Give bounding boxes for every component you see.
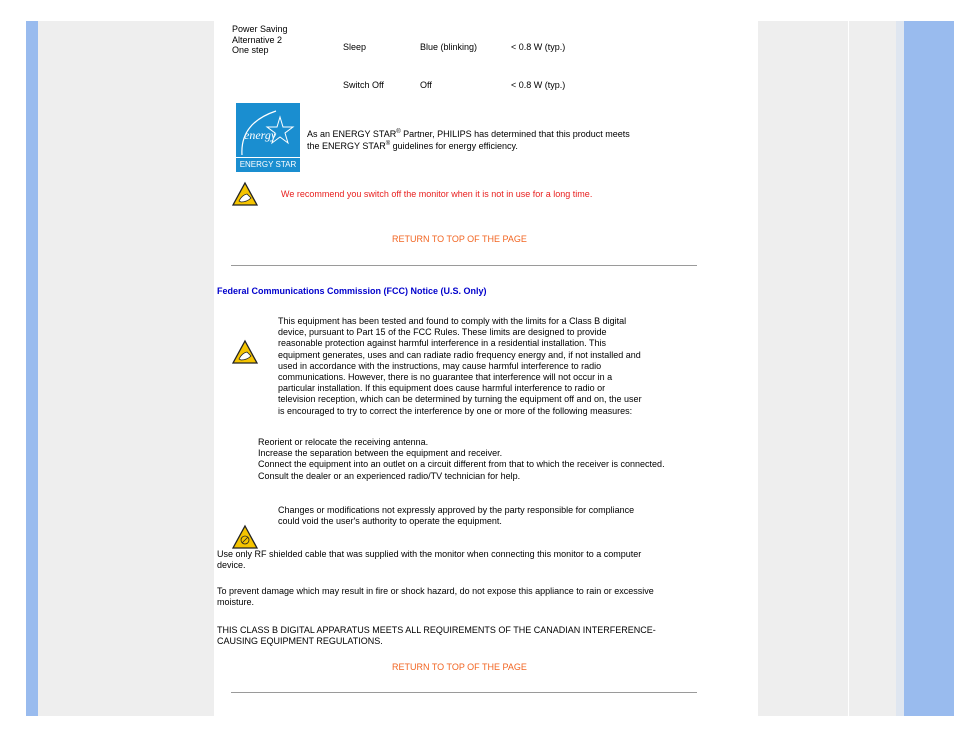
list-item: Reorient or relocate the receiving antenna. — [258, 437, 429, 447]
power-mode-label-2: Alternative 2 — [232, 35, 283, 45]
energy-star-logo — [236, 103, 300, 172]
fire-hazard-line: moisture. — [217, 597, 255, 608]
fcc-paragraph-line: reasonable protection against harmful interference in a residential installation. This — [278, 338, 607, 349]
canada-notice-line: CAUSING EQUIPMENT REGULATIONS. — [217, 636, 383, 647]
table-cell-power: < 0.8 W (typ.) — [511, 80, 566, 90]
return-to-top-link[interactable]: RETURN TO TOP OF THE PAGE — [392, 234, 527, 244]
changes-warning-text — [278, 505, 634, 527]
fcc-paragraph-line: communications. However, there is no guarantee that interference will not occur in a — [278, 372, 613, 383]
switch-off-recommendation: We recommend you switch off the monitor when it is not in use for a long time. — [281, 189, 593, 199]
left-blue-strip — [26, 21, 38, 716]
rf-cable-line: device. — [217, 560, 246, 571]
canada-notice-line: THIS CLASS B DIGITAL APPARATUS MEETS ALL REQUIREMENTS OF THE CANADIAN INTERFERENCE- — [217, 625, 656, 635]
power-mode-label-3: One step — [232, 45, 269, 55]
fcc-paragraph — [278, 316, 642, 417]
section-divider — [231, 692, 697, 693]
energy-star-statement-line2: the ENERGY STAR® guidelines for energy efficiency. — [307, 141, 518, 151]
fcc-measures-list — [258, 437, 665, 482]
table-cell-led: Off — [420, 80, 432, 90]
energy-star-statement-line1: As an ENERGY STAR® Partner, PHILIPS has determined that this product meets — [307, 129, 630, 139]
hand-warning-icon — [232, 339, 258, 365]
fcc-heading: Federal Communications Commission (FCC) Notice (U.S. Only) — [217, 286, 487, 296]
list-item: Connect the equipment into an outlet on a circuit different from that to which the receiver is connected. — [258, 459, 665, 470]
fcc-paragraph-line: particular installation. If this equipment does cause harmful interference to radio or — [278, 383, 606, 394]
rf-cable-notice — [217, 549, 641, 571]
table-cell-state: Sleep — [343, 42, 367, 52]
energy-star-logo-text: ENERGY STAR — [236, 157, 300, 172]
right-panel-edge — [896, 21, 904, 716]
power-mode-label-1: Power Saving — [232, 24, 288, 34]
document-content — [214, 21, 758, 716]
hand-warning-icon — [232, 181, 258, 207]
fcc-paragraph-line: device, pursuant to Part 15 of the FCC Rules. These limits are designed to provide — [278, 327, 607, 338]
changes-warning-line: Changes or modifications not expressly approved by the party responsible for compliance — [278, 505, 635, 515]
fire-hazard-notice — [217, 586, 654, 608]
canada-notice — [217, 625, 656, 647]
fcc-paragraph-line: is encouraged to try to correct the interference by one or more of the following measures: — [278, 405, 633, 416]
section-divider — [231, 265, 697, 266]
svg-text:energy: energy — [244, 128, 277, 142]
left-margin-panel — [38, 21, 214, 716]
right-margin-panel — [758, 21, 904, 716]
fcc-paragraph-line: used in accordance with the instructions, may cause harmful interference to radio — [278, 360, 602, 371]
energy-star-icon — [236, 103, 300, 158]
table-cell-led: Blue (blinking) — [420, 42, 478, 52]
list-item: Increase the separation between the equipment and receiver. — [258, 448, 503, 459]
fcc-paragraph-line: This equipment has been tested and found to comply with the limits for a Class B digital — [278, 316, 627, 326]
right-panel-divider — [848, 21, 849, 716]
fcc-paragraph-line: television reception, which can be determined by turning the equipment off and on, the user — [278, 394, 642, 405]
hand-warning-icon — [232, 524, 258, 550]
list-item: Consult the dealer or an experienced radio/TV technician for help. — [258, 470, 521, 481]
return-to-top-link[interactable]: RETURN TO TOP OF THE PAGE — [392, 662, 527, 672]
table-cell-state: Switch Off — [343, 80, 384, 90]
table-cell-power: < 0.8 W (typ.) — [511, 42, 566, 52]
right-blue-strip — [904, 21, 954, 716]
changes-warning-line: could void the user's authority to operate the equipment. — [278, 516, 502, 527]
fire-hazard-line: To prevent damage which may result in fire or shock hazard, do not expose this appliance to rain or excessive — [217, 586, 654, 596]
fcc-paragraph-line: equipment generates, uses and can radiate radio frequency energy and, if not installed and — [278, 349, 641, 360]
rf-cable-line: Use only RF shielded cable that was supplied with the monitor when connecting this monitor to a computer — [217, 549, 642, 559]
